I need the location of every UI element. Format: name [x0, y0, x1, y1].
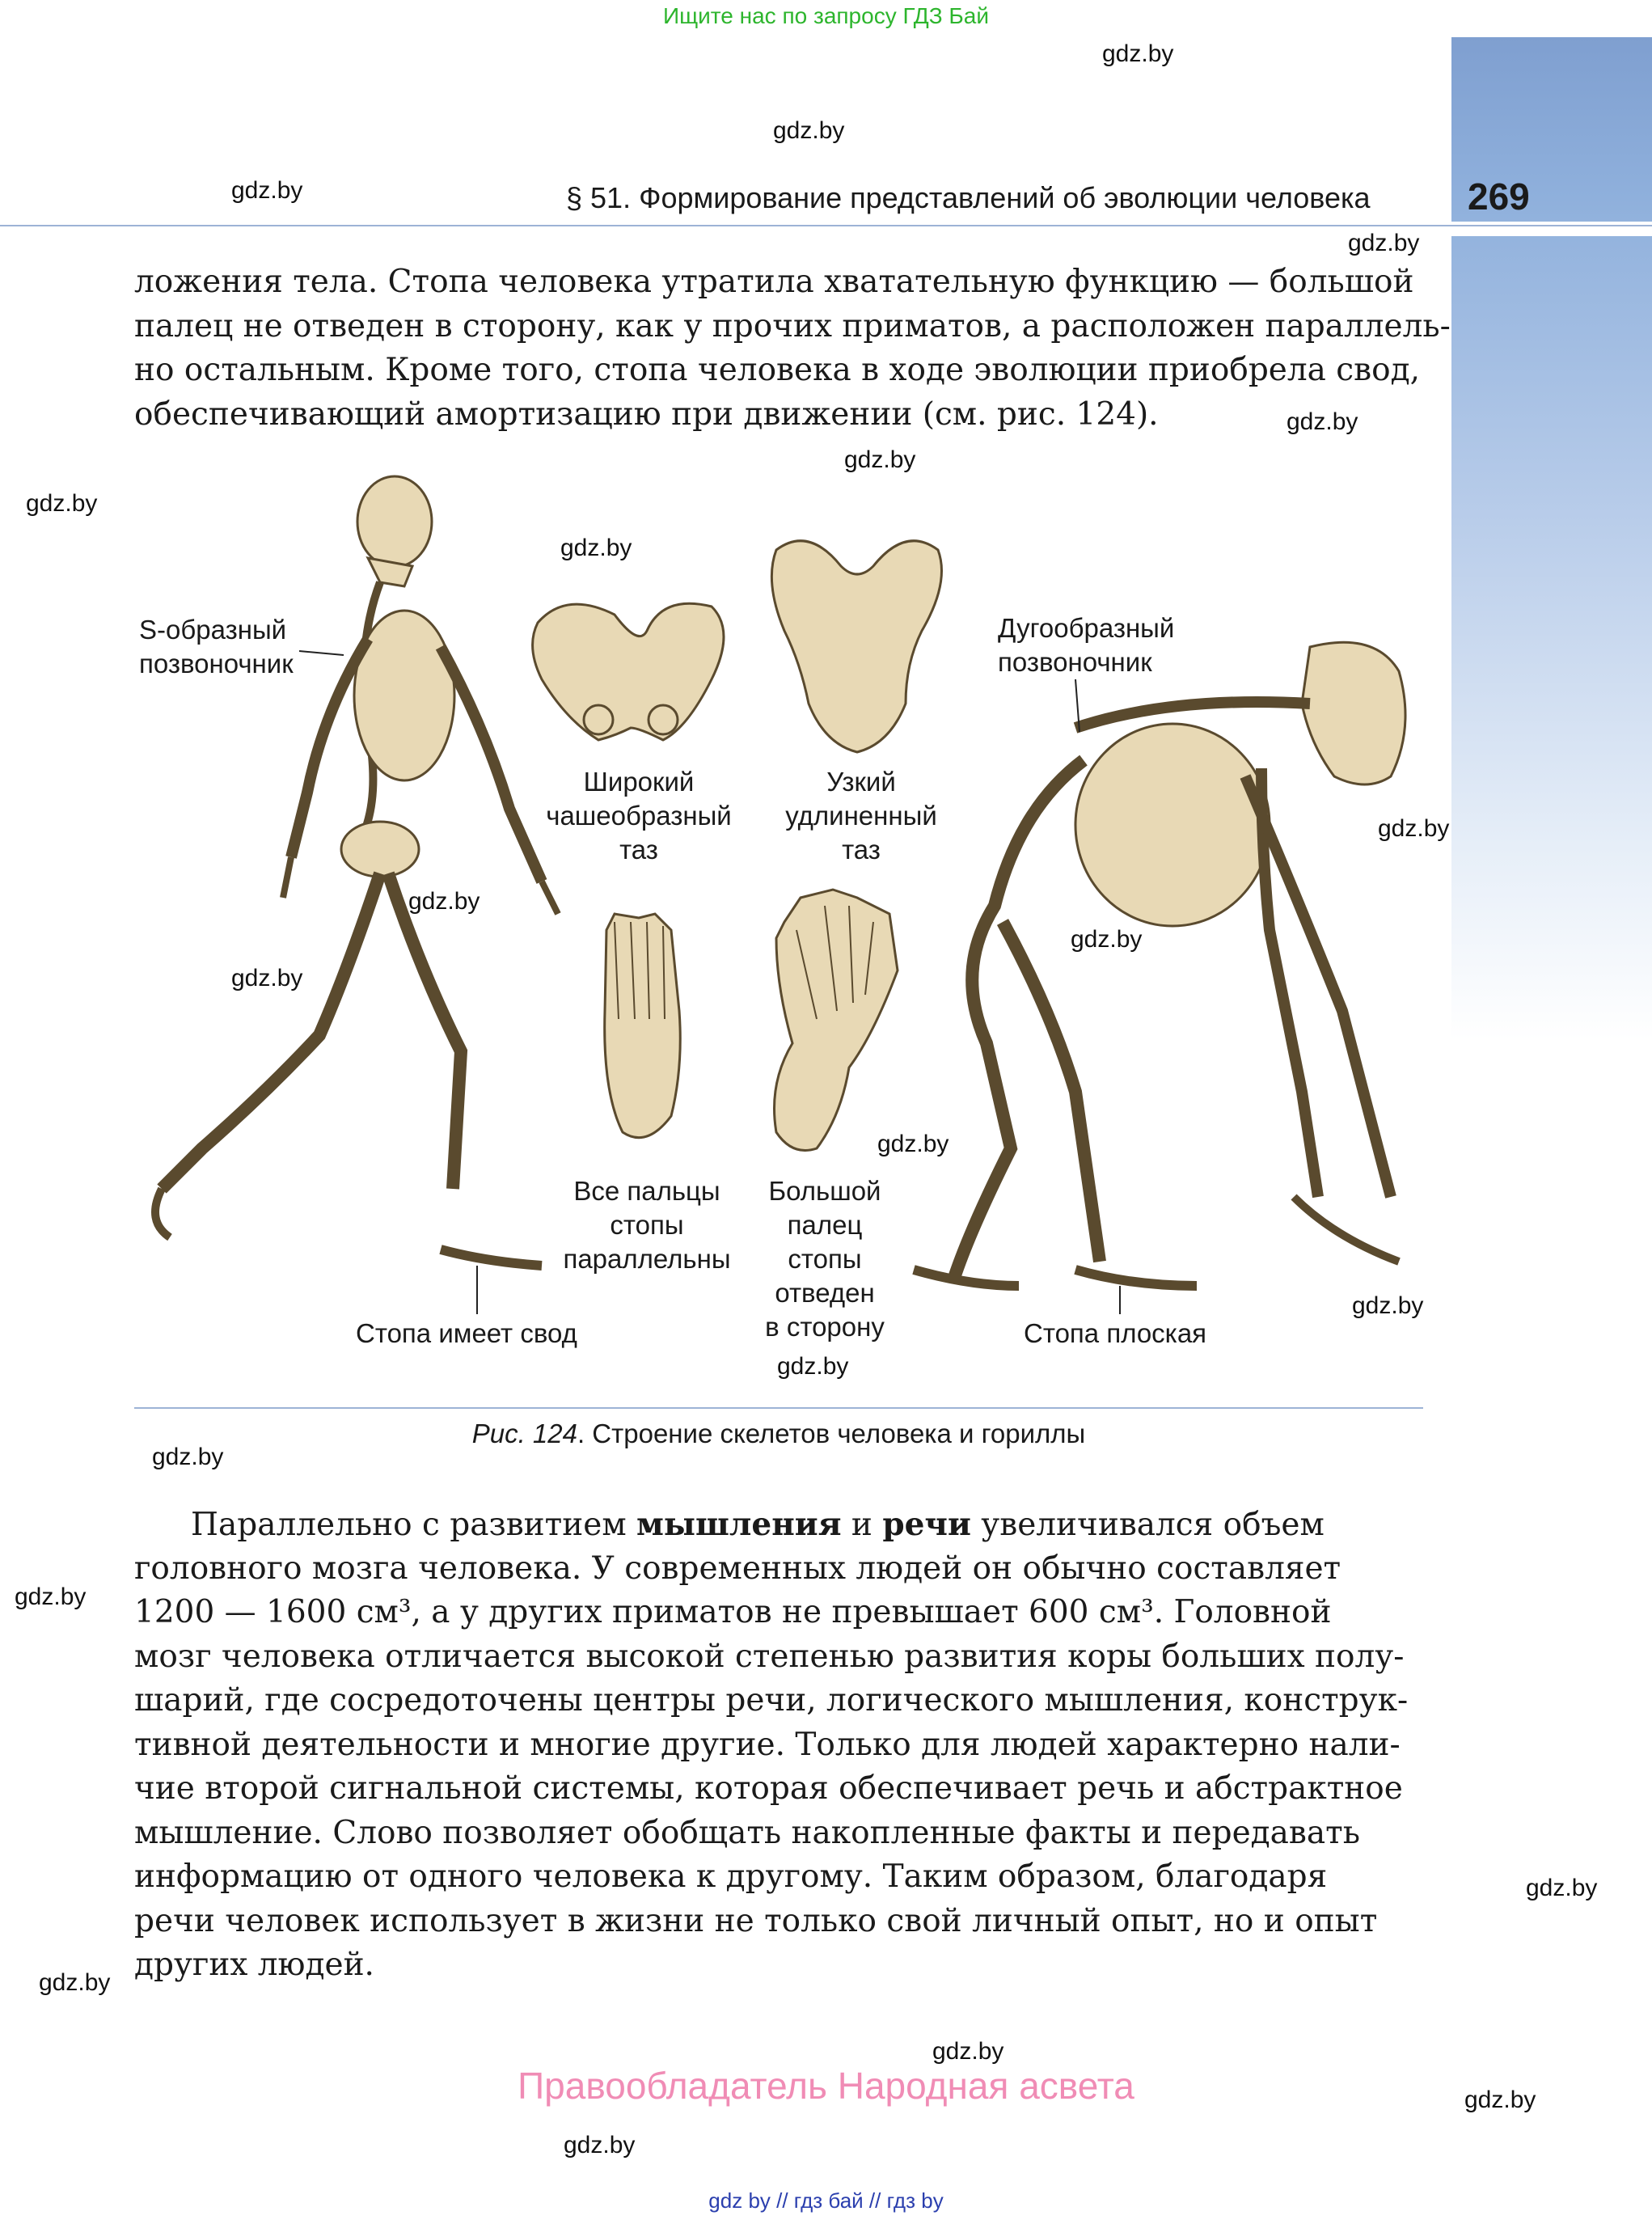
- text-run: и: [841, 1507, 883, 1543]
- text-line: чие второй сигнальной системы, которая обеспечивает речь и абстрактное: [134, 1770, 1403, 1807]
- text-line: шарий, где сосредоточены центры речи, логического мышления, конструк-: [134, 1682, 1409, 1719]
- text-line: речи человек использует в жизни не только свой личный опыт, но и опыт: [134, 1902, 1378, 1939]
- copyright-owner: Правообладатель Народная асвета: [518, 2065, 1134, 2107]
- caption-number: Рис. 124: [471, 1419, 577, 1448]
- gorilla-foot-illustration: [775, 890, 898, 1151]
- text-line: тивной деятельности и многие другие. Только для людей характерно нали-: [134, 1726, 1401, 1763]
- watermark: gdz.by: [1348, 230, 1420, 256]
- bold-term: мышления: [636, 1506, 842, 1543]
- label-s-spine: [139, 613, 294, 681]
- text-line: мышление. Слово позволяет обобщать накопленные факты и передавать: [134, 1814, 1360, 1851]
- text-line: 1200 — 1600 см³, а у других приматов не превышает 600 см³. Головной: [134, 1594, 1332, 1630]
- narrow-pelvis-illustration: [771, 541, 941, 752]
- text-line: [134, 1503, 1423, 1547]
- text-line: палец не отведен в сторону, как у прочих приматов, а расположен параллель-: [134, 307, 1451, 345]
- text-line: ложения тела. Стопа человека утратила хватательную функцию — большой: [134, 264, 1414, 300]
- text-line: но остальным. Кроме того, стопа человека в ходе эволюции приобрела свод,: [134, 352, 1420, 388]
- watermark: gdz.by: [408, 888, 480, 915]
- watermark: gdz.by: [1287, 408, 1358, 435]
- bottom-links[interactable]: gdz by // гдз бай // гдз by: [708, 2188, 944, 2213]
- watermark: gdz.by: [15, 1583, 87, 1610]
- watermark: gdz.by: [26, 490, 98, 517]
- watermark: gdz.by: [560, 535, 632, 561]
- watermark: gdz.by: [564, 2132, 636, 2158]
- text-run: увеличивался объем: [970, 1507, 1325, 1543]
- watermark: gdz.by: [231, 965, 303, 991]
- watermark: gdz.by: [1464, 2087, 1536, 2113]
- text-line: информацию от одного человека к другому. Таким образом, благодаря: [134, 1858, 1328, 1895]
- watermark: gdz.by: [231, 177, 303, 204]
- label-big-toe: [744, 1174, 906, 1344]
- watermark: gdz.by: [152, 1444, 224, 1470]
- label-line: Большой: [768, 1176, 881, 1206]
- text-run: Параллельно с развитием: [191, 1507, 637, 1543]
- paragraph-2: [134, 1503, 1423, 1988]
- gorilla-skeleton-illustration: [914, 642, 1405, 1286]
- label-line: позвоночник: [139, 649, 294, 679]
- label-line: позвоночник: [998, 647, 1152, 677]
- caption-divider: [134, 1407, 1423, 1409]
- top-banner-link[interactable]: Ищите нас по запросу ГДЗ Бай: [662, 3, 990, 28]
- watermark: gdz.by: [1102, 40, 1174, 67]
- label-line: стопы: [788, 1244, 862, 1274]
- text-line: других людей.: [134, 1947, 374, 1983]
- watermark: gdz.by: [1526, 1875, 1598, 1901]
- label-wide-pelvis: [526, 765, 752, 867]
- label-line: отведен: [775, 1278, 875, 1308]
- label-narrow-pelvis: [760, 765, 962, 867]
- human-foot-illustration: [605, 914, 681, 1138]
- watermark: gdz.by: [932, 2038, 1004, 2065]
- watermark: gdz.by: [39, 1969, 111, 1996]
- label-line: Дугообразный: [998, 613, 1175, 643]
- running-header: § 51. Формирование представлений об эволюции человека: [566, 181, 1371, 214]
- label-line: таз: [842, 835, 881, 865]
- text-line: мозг человека отличается высокой степенью развития коры больших полу-: [134, 1638, 1405, 1675]
- figure-caption: [134, 1419, 1423, 1449]
- caption-text: . Строение скелетов человека и гориллы: [577, 1419, 1086, 1448]
- watermark: gdz.by: [844, 446, 916, 473]
- label-toes-parallel: [542, 1174, 752, 1276]
- wide-pelvis-illustration: [533, 603, 724, 740]
- label-flat-foot: Стопа плоская: [1024, 1318, 1207, 1348]
- label-line: Узкий: [826, 767, 896, 797]
- label-line: удлиненный: [785, 801, 937, 831]
- label-line: стопы: [610, 1210, 684, 1240]
- watermark: gdz.by: [1378, 815, 1450, 842]
- label-arched-foot: Стопа имеет свод: [356, 1318, 577, 1348]
- bold-term: речи: [882, 1506, 971, 1543]
- human-skeleton-illustration: [155, 476, 558, 1266]
- label-line: Широкий: [583, 767, 695, 797]
- watermark: gdz.by: [877, 1131, 949, 1157]
- text-line: головного мозга человека. У современных людей он обычно составляет: [134, 1550, 1341, 1587]
- text-line: обеспечивающий амортизацию при движении (см. рис. 124).: [134, 395, 1159, 433]
- label-line: S-образный: [139, 615, 287, 645]
- watermark: gdz.by: [1352, 1292, 1424, 1319]
- label-line: Все пальцы: [573, 1176, 720, 1206]
- watermark: gdz.by: [777, 1353, 849, 1380]
- watermark: gdz.by: [773, 117, 845, 144]
- label-line: в сторону: [765, 1312, 885, 1342]
- label-line: чашеобразный: [546, 801, 732, 831]
- label-arc-spine: [998, 611, 1174, 679]
- label-line: таз: [619, 835, 658, 865]
- label-line: палец: [787, 1210, 863, 1240]
- watermark: gdz.by: [1071, 926, 1143, 953]
- page-number: 269: [1468, 175, 1530, 218]
- label-line: параллельны: [563, 1244, 731, 1274]
